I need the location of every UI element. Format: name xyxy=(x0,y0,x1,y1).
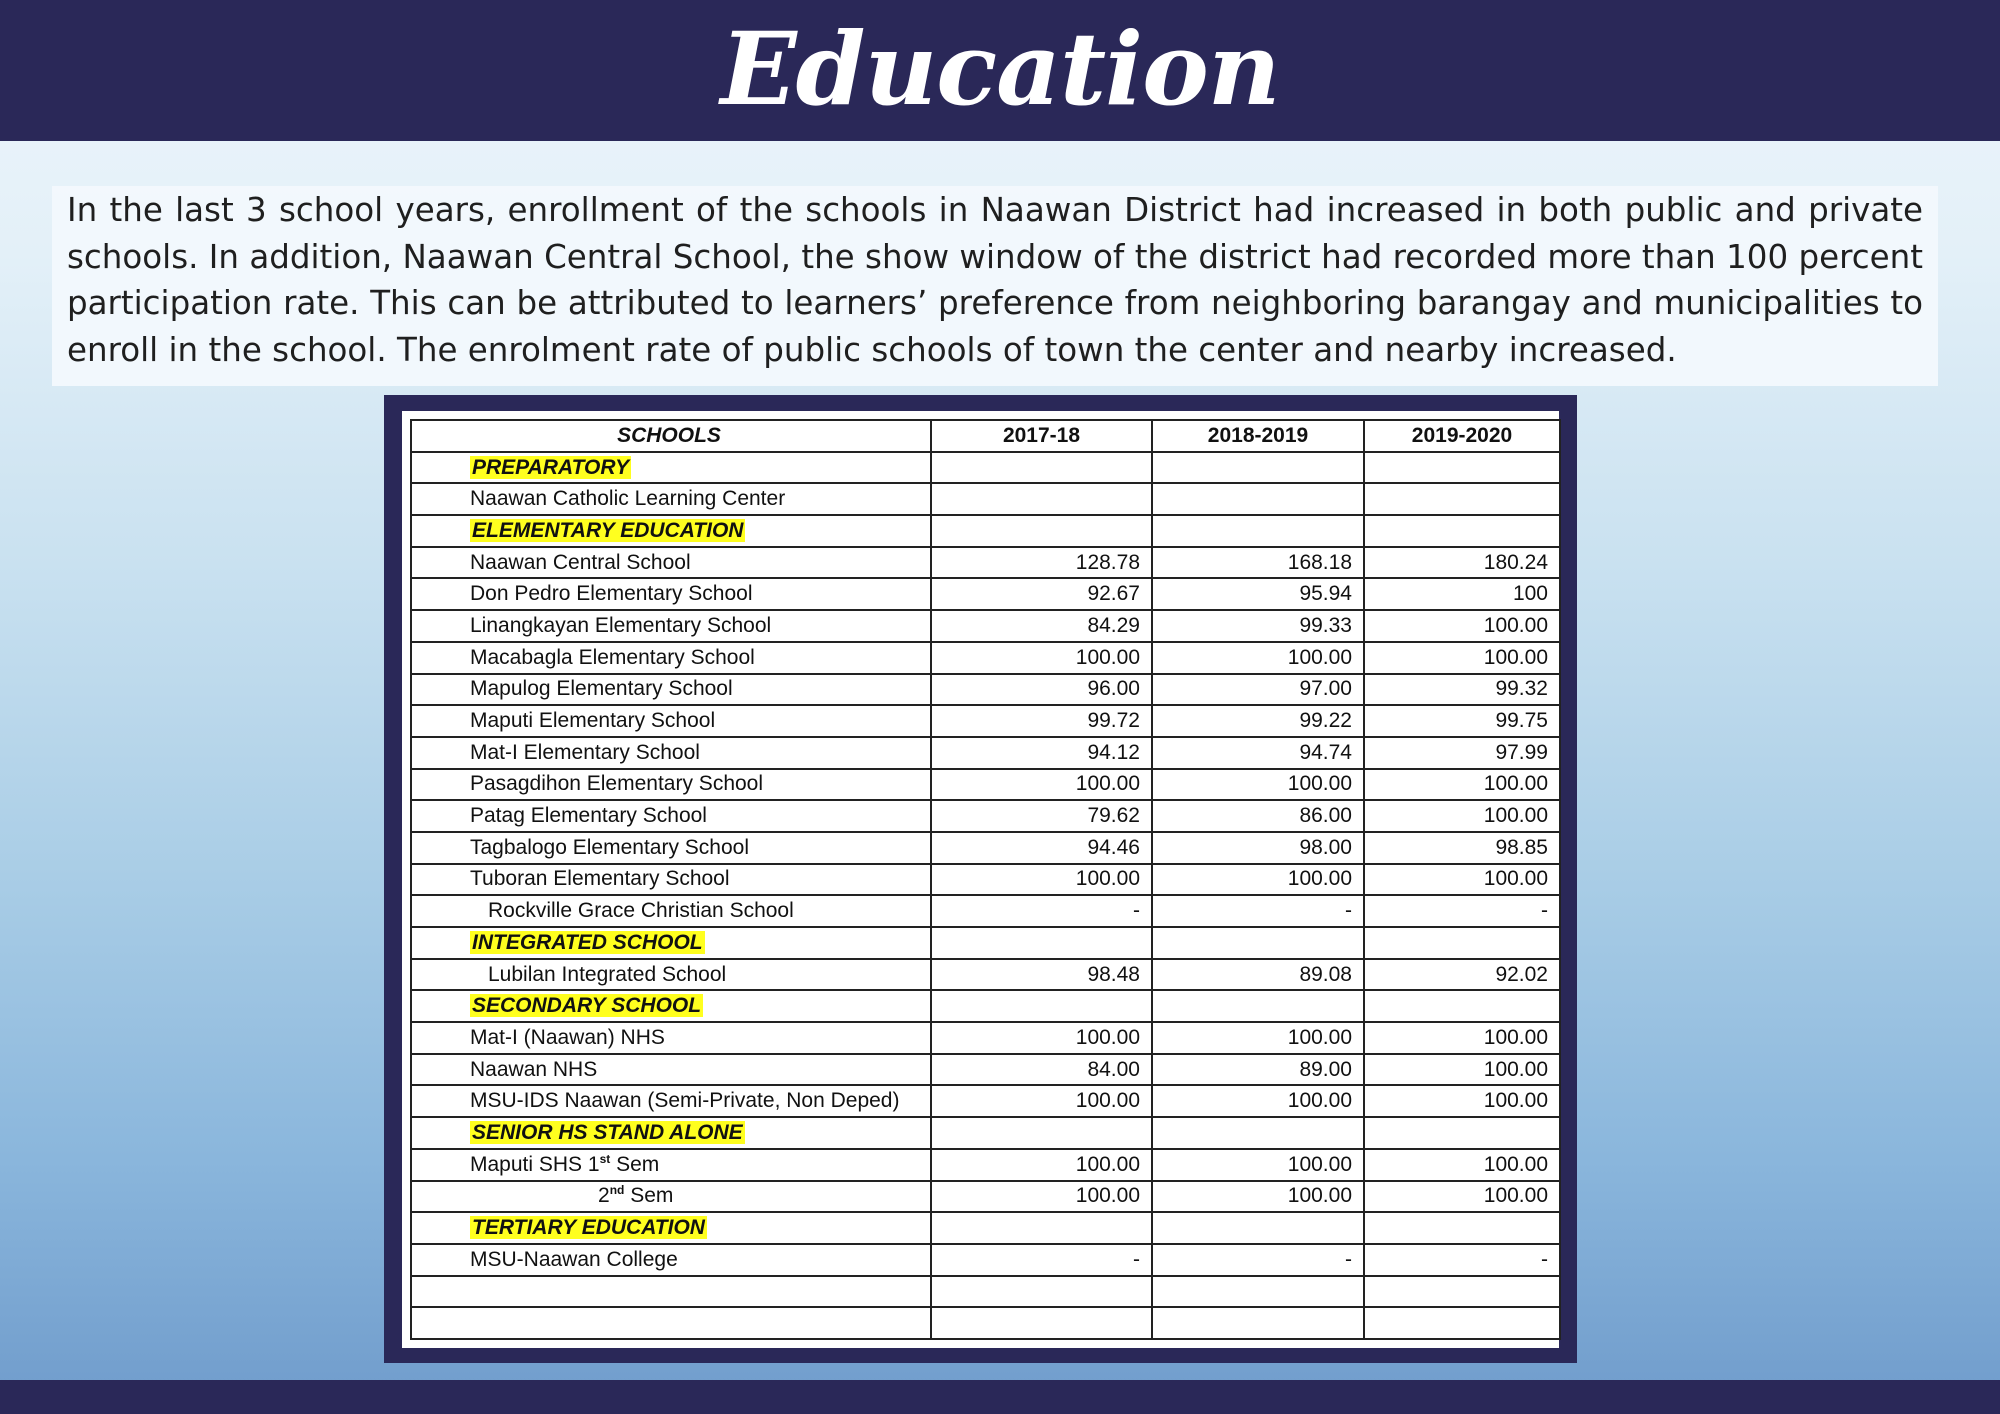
school-name-cell xyxy=(411,483,931,515)
table-sheet xyxy=(402,411,1559,1348)
column-header-2018-2019: 2018-2019 xyxy=(1152,420,1364,452)
empty-cell xyxy=(1364,927,1560,959)
empty-cell xyxy=(1152,927,1364,959)
category-label: INTEGRATED SCHOOL xyxy=(472,930,703,954)
value-2019-2020: 100.00 xyxy=(1364,1149,1560,1181)
school-name: Rockville Grace Christian School xyxy=(488,899,794,923)
table-frame xyxy=(384,395,1577,1363)
empty-cell xyxy=(931,452,1152,484)
category-row xyxy=(411,1117,1560,1149)
school-name-cell xyxy=(411,737,931,769)
school-name-cell xyxy=(411,1244,931,1276)
page-title: Education xyxy=(720,10,1280,128)
empty-cell xyxy=(1152,1117,1364,1149)
intro-paragraph: In the last 3 school years, enrollment of the schools in Naawan District had increased in both public and private schools. In addition, Naawan Central School, the show window of the district had recorded more than 100 percent participation rate. This can be attributed to learners’ preference from neighboring barangay and municipalities to enroll in the school. The enrolment rate of public schools of town the center and nearby increased. xyxy=(67,191,1923,369)
table-row xyxy=(411,578,1560,610)
school-name: Tuboran Elementary School xyxy=(470,867,730,891)
school-name-cell xyxy=(411,959,931,991)
empty-cell xyxy=(1152,1212,1364,1244)
value-2019-2020: 180.24 xyxy=(1364,547,1560,579)
school-name-cell xyxy=(411,1181,931,1213)
column-header-2017-18: 2017-18 xyxy=(931,420,1152,452)
category-label: ELEMENTARY EDUCATION xyxy=(472,518,744,542)
semester-label: Sem xyxy=(610,1152,660,1176)
value-2019-2020: 100.00 xyxy=(1364,1181,1560,1213)
value-2018-2019: 100.00 xyxy=(1152,1022,1364,1054)
value-2017-18: 84.00 xyxy=(931,1054,1152,1086)
table-row xyxy=(411,547,1560,579)
category-cell xyxy=(411,990,931,1022)
value-2018-2019: - xyxy=(1152,895,1364,927)
empty-cell xyxy=(1152,452,1364,484)
value-2017-18: 84.29 xyxy=(931,610,1152,642)
school-name: MSU-Naawan College xyxy=(470,1247,678,1271)
empty-cell xyxy=(1364,1212,1560,1244)
table-row xyxy=(411,769,1560,801)
table-row xyxy=(411,1149,1560,1181)
value-2019-2020: - xyxy=(1364,895,1560,927)
empty-cell xyxy=(931,1307,1152,1339)
school-name: Mapulog Elementary School xyxy=(470,677,733,701)
school-name: Tagbalogo Elementary School xyxy=(470,835,750,859)
category-row xyxy=(411,990,1560,1022)
value-2018-2019: 99.22 xyxy=(1152,705,1364,737)
school-name-cell xyxy=(411,1149,931,1181)
school-name: Naawan Central School xyxy=(470,550,691,574)
value-2019-2020: 100.00 xyxy=(1364,800,1560,832)
value-2017-18 xyxy=(931,483,1152,515)
value-2019-2020: 98.85 xyxy=(1364,832,1560,864)
value-2017-18: 94.12 xyxy=(931,737,1152,769)
value-2017-18: 100.00 xyxy=(931,1181,1152,1213)
table-row xyxy=(411,610,1560,642)
value-2017-18: 128.78 xyxy=(931,547,1152,579)
empty-cell xyxy=(1364,1117,1560,1149)
school-name: Naawan Catholic Learning Center xyxy=(470,487,786,511)
school-name: Mat-I (Naawan) NHS xyxy=(470,1025,665,1049)
school-name: Maputi Elementary School xyxy=(470,709,716,733)
school-name-cell xyxy=(411,832,931,864)
value-2019-2020: 100.00 xyxy=(1364,642,1560,674)
school-name: Lubilan Integrated School xyxy=(488,962,727,986)
table-row xyxy=(411,800,1560,832)
category-label: TERTIARY EDUCATION xyxy=(472,1216,705,1240)
value-2019-2020: 97.99 xyxy=(1364,737,1560,769)
category-label: SENIOR HS STAND ALONE xyxy=(472,1120,743,1144)
table-row xyxy=(411,1022,1560,1054)
value-2019-2020: 100 xyxy=(1364,578,1560,610)
table-row xyxy=(411,1054,1560,1086)
intro-panel xyxy=(52,186,1938,386)
value-2019-2020: 99.75 xyxy=(1364,705,1560,737)
school-name-cell xyxy=(411,800,931,832)
value-2017-18: 100.00 xyxy=(931,1085,1152,1117)
value-2018-2019: 95.94 xyxy=(1152,578,1364,610)
empty-cell xyxy=(931,1117,1152,1149)
value-2018-2019: 89.00 xyxy=(1152,1054,1364,1086)
semester-label: Sem xyxy=(624,1184,674,1208)
ordinal-suffix: st xyxy=(599,1151,611,1166)
empty-cell xyxy=(931,1212,1152,1244)
empty-cell xyxy=(931,927,1152,959)
school-name: Mat-I Elementary School xyxy=(470,740,700,764)
value-2017-18: - xyxy=(931,895,1152,927)
value-2017-18: 100.00 xyxy=(931,864,1152,896)
school-name: Naawan NHS xyxy=(470,1057,598,1081)
school-name-cell xyxy=(411,1085,931,1117)
table-row xyxy=(411,642,1560,674)
school-name-cell xyxy=(411,1022,931,1054)
value-2017-18: 79.62 xyxy=(931,800,1152,832)
category-label: SECONDARY SCHOOL xyxy=(472,994,702,1018)
empty-row xyxy=(411,1276,1560,1308)
footer-bar xyxy=(0,1380,2000,1414)
value-2019-2020: 100.00 xyxy=(1364,610,1560,642)
column-header-schools: SCHOOLS xyxy=(411,420,931,452)
value-2017-18: 100.00 xyxy=(931,769,1152,801)
category-cell xyxy=(411,452,931,484)
value-2017-18: 92.67 xyxy=(931,578,1152,610)
category-cell xyxy=(411,927,931,959)
value-2017-18: - xyxy=(931,1244,1152,1276)
school-name-cell xyxy=(411,642,931,674)
empty-cell xyxy=(411,1307,931,1339)
school-name: Linangkayan Elementary School xyxy=(470,613,772,637)
table-header-row xyxy=(411,420,1560,452)
category-row xyxy=(411,1212,1560,1244)
value-2018-2019: 100.00 xyxy=(1152,1181,1364,1213)
category-cell xyxy=(411,1212,931,1244)
school-name-cell xyxy=(411,674,931,706)
empty-cell xyxy=(931,990,1152,1022)
empty-cell xyxy=(1364,990,1560,1022)
empty-cell xyxy=(931,1276,1152,1308)
school-name: MSU-IDS Naawan (Semi-Private, Non Deped) xyxy=(470,1089,900,1113)
empty-cell xyxy=(1152,990,1364,1022)
value-2019-2020: 100.00 xyxy=(1364,1054,1560,1086)
value-2018-2019: 100.00 xyxy=(1152,1149,1364,1181)
school-name-cell xyxy=(411,864,931,896)
value-2018-2019: 89.08 xyxy=(1152,959,1364,991)
school-name: Don Pedro Elementary School xyxy=(470,582,753,606)
empty-cell xyxy=(1152,515,1364,547)
school-name: Patag Elementary School xyxy=(470,804,707,828)
category-row xyxy=(411,452,1560,484)
school-name-cell xyxy=(411,1054,931,1086)
value-2018-2019: 86.00 xyxy=(1152,800,1364,832)
value-2018-2019: 100.00 xyxy=(1152,769,1364,801)
empty-cell xyxy=(1152,1276,1364,1308)
value-2018-2019: 168.18 xyxy=(1152,547,1364,579)
value-2017-18: 99.72 xyxy=(931,705,1152,737)
value-2018-2019: 94.74 xyxy=(1152,737,1364,769)
value-2017-18: 100.00 xyxy=(931,1149,1152,1181)
empty-cell xyxy=(1152,1307,1364,1339)
table-row xyxy=(411,864,1560,896)
school-name-cell xyxy=(411,705,931,737)
value-2018-2019: 98.00 xyxy=(1152,832,1364,864)
school-name-cell xyxy=(411,610,931,642)
value-2017-18: 100.00 xyxy=(931,1022,1152,1054)
school-name-cell xyxy=(411,547,931,579)
value-2019-2020: - xyxy=(1364,1244,1560,1276)
value-2018-2019: 100.00 xyxy=(1152,642,1364,674)
value-2018-2019: 100.00 xyxy=(1152,1085,1364,1117)
table-row xyxy=(411,705,1560,737)
value-2018-2019: 99.33 xyxy=(1152,610,1364,642)
table-row xyxy=(411,1181,1560,1213)
school-name: Pasagdihon Elementary School xyxy=(470,772,764,796)
table-row xyxy=(411,832,1560,864)
column-header-2019-2020: 2019-2020 xyxy=(1364,420,1560,452)
value-2018-2019: 100.00 xyxy=(1152,864,1364,896)
value-2018-2019 xyxy=(1152,483,1364,515)
value-2019-2020: 99.32 xyxy=(1364,674,1560,706)
empty-row xyxy=(411,1307,1560,1339)
category-row xyxy=(411,515,1560,547)
empty-cell xyxy=(1364,1276,1560,1308)
value-2019-2020: 100.00 xyxy=(1364,864,1560,896)
empty-cell xyxy=(411,1276,931,1308)
school-name-cell xyxy=(411,769,931,801)
empty-cell xyxy=(931,515,1152,547)
table-body xyxy=(411,452,1560,1339)
school-name: 2 xyxy=(598,1184,610,1208)
empty-cell xyxy=(1364,1307,1560,1339)
category-label: PREPARATORY xyxy=(472,455,630,479)
value-2018-2019: 97.00 xyxy=(1152,674,1364,706)
school-name: Maputi SHS 1 xyxy=(470,1152,600,1176)
school-name-cell xyxy=(411,578,931,610)
value-2017-18: 96.00 xyxy=(931,674,1152,706)
category-cell xyxy=(411,1117,931,1149)
value-2019-2020: 100.00 xyxy=(1364,769,1560,801)
value-2017-18: 100.00 xyxy=(931,642,1152,674)
table-row xyxy=(411,1085,1560,1117)
table-row xyxy=(411,1244,1560,1276)
value-2019-2020: 92.02 xyxy=(1364,959,1560,991)
empty-cell xyxy=(1364,452,1560,484)
table-row xyxy=(411,483,1560,515)
table-row xyxy=(411,895,1560,927)
participation-rate-table xyxy=(410,419,1561,1340)
table-row xyxy=(411,737,1560,769)
category-row xyxy=(411,927,1560,959)
ordinal-suffix: nd xyxy=(609,1183,625,1198)
school-name-cell xyxy=(411,895,931,927)
value-2017-18: 98.48 xyxy=(931,959,1152,991)
value-2019-2020: 100.00 xyxy=(1364,1022,1560,1054)
category-cell xyxy=(411,515,931,547)
value-2019-2020 xyxy=(1364,483,1560,515)
table-row xyxy=(411,959,1560,991)
value-2017-18: 94.46 xyxy=(931,832,1152,864)
empty-cell xyxy=(1364,515,1560,547)
school-name: Macabagla Elementary School xyxy=(470,645,755,669)
table-row xyxy=(411,674,1560,706)
value-2019-2020: 100.00 xyxy=(1364,1085,1560,1117)
value-2018-2019: - xyxy=(1152,1244,1364,1276)
